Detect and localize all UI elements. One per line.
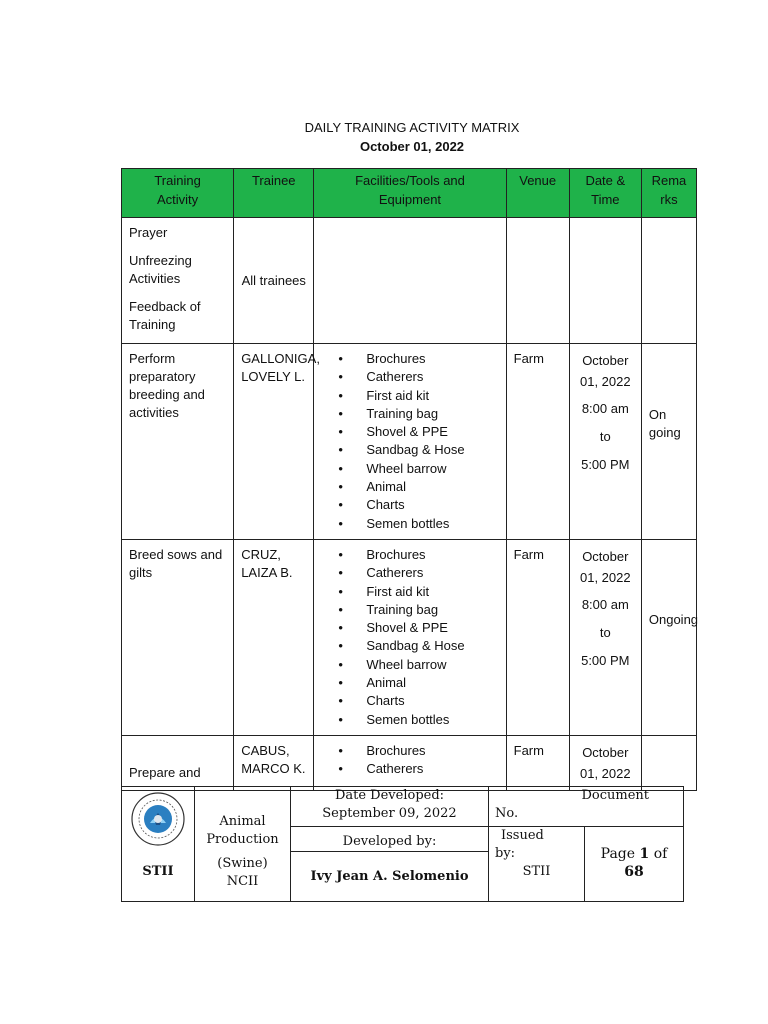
venue-cell: Farm [506,344,569,540]
table-row [122,735,697,790]
tools-list [314,350,498,533]
activity-matrix-table [121,168,697,791]
list-item: • Sandbag & Hose [338,441,498,459]
remarks-cell: Ongoing [641,539,696,735]
list-item: • First aid kit [338,387,498,405]
venue-cell [506,218,569,344]
list-item: • Charts [338,692,498,710]
venue-cell: Farm [506,539,569,735]
activity-cell: Breed sows and gilts [122,539,234,735]
table-header-row [122,169,697,218]
facilities-cell [314,218,506,344]
col-header-datetime: Date & Time [569,169,641,218]
document-title [0,118,768,156]
remarks-cell [641,218,696,344]
list-item: • Shovel & PPE [338,423,498,441]
list-item: • Sandbag & Hose [338,637,498,655]
trainee-cell: CABUS, MARCO K. [234,735,314,790]
tools-list [314,742,498,779]
trainee-cell: GALLONIGA, LOVELY L. [234,344,314,540]
list-item: • First aid kit [338,583,498,601]
list-item: • Catherers [338,760,498,778]
activity-item: Unfreezing Activities [129,253,192,286]
tools-list [314,546,498,729]
list-item: • Animal [338,478,498,496]
date-developed-cell: Date Developed: September 09, 2022 [291,787,489,827]
title-date: October 01, 2022 [359,139,465,154]
list-item: • Shovel & PPE [338,619,498,637]
facilities-cell [314,344,506,540]
developer-name-cell: Ivy Jean A. Selomenio [291,852,489,902]
list-item: • Training bag [338,405,498,423]
list-item: • Training bag [338,601,498,619]
date-cell: October 01, 2022 [569,735,641,790]
title-text: DAILY TRAINING ACTIVITY MATRIX [304,120,520,135]
activity-cell: Perform preparatory breeding and activities [122,344,234,540]
issued-by-cell: Issued by: STII [489,827,585,902]
activity-item: Prayer [129,225,168,240]
list-item: • Animal [338,674,498,692]
col-header-activity: Training Activity [122,169,234,218]
date-cell: October 01, 2022 8:00 am to 5:00 PM [569,344,641,540]
remarks-cell [641,735,696,790]
table-row [122,218,697,344]
list-item: • Brochures [338,350,498,368]
table-row [122,539,697,735]
date-cell [569,218,641,344]
col-header-facilities: Facilities/Tools and Equipment [314,169,506,218]
list-item: • Brochures [338,546,498,564]
document-no-cell: Document No. [489,787,684,827]
list-item: • Wheel barrow [338,460,498,478]
trainee-cell: CRUZ, LAIZA B. [234,539,314,735]
developed-by-label-cell: Developed by: [291,827,489,852]
date-cell: October 01, 2022 8:00 am to 5:00 PM [569,539,641,735]
venue-cell: Farm [506,735,569,790]
remarks-cell: On going [641,344,696,540]
institute-seal-icon [130,791,186,847]
list-item: • Charts [338,496,498,514]
logo-cell [122,787,195,902]
list-item: • Catherers [338,368,498,386]
col-header-remarks: Rema rks [641,169,696,218]
trainee-cell: All trainees [234,218,314,344]
activity-cell: Prepare and [122,735,234,790]
activity-cell [122,218,234,344]
list-item: • Semen bottles [338,711,498,729]
facilities-cell [314,735,506,790]
col-header-venue: Venue [506,169,569,218]
qualification-cell: Animal Production (Swine) NCII [195,787,291,902]
list-item: • Brochures [338,742,498,760]
list-item: • Semen bottles [338,515,498,533]
facilities-cell [314,539,506,735]
page-number-cell: Page 1 of 68 [585,827,684,902]
list-item: • Catherers [338,564,498,582]
document-footer-table [121,786,684,902]
org-name: STII [142,864,174,879]
activity-item: Feedback of Training [129,299,201,332]
col-header-trainee: Trainee [234,169,314,218]
list-item: • Wheel barrow [338,656,498,674]
table-row [122,344,697,540]
